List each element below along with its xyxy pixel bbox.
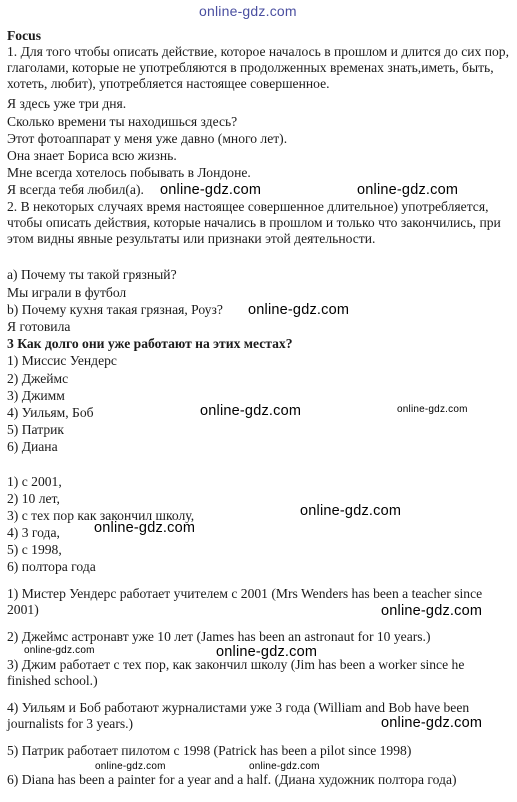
duration-list-item: 1) с 2001, — [7, 474, 62, 489]
duration-list-item: 2) 10 лет, — [7, 491, 60, 506]
name-list-item: 5) Патрик — [7, 422, 65, 437]
example-line: Она знает Бориса всю жизнь. — [7, 148, 177, 163]
name-list-item: 3) Джимм — [7, 388, 65, 403]
answer-item: 2) Джеймс астронавт уже 10 лет (James has been an astronaut for 10 years.) — [7, 629, 431, 644]
watermark: online-gdz.com — [94, 520, 196, 536]
watermark: online-gdz.com — [160, 182, 262, 198]
top-watermark: online-gdz.com — [199, 3, 297, 19]
watermark: online-gdz.com — [381, 715, 483, 731]
example-line: Я всегда тебя любил(а). — [7, 182, 144, 197]
duration-list-item: 3) с тех пор как закончил школу, — [7, 508, 195, 523]
answer-item: 6) Diana has been a painter for a year and a half. (Диана художник полтора года) — [7, 772, 457, 787]
watermark: online-gdz.com — [300, 503, 402, 519]
watermark: online-gdz.com — [357, 182, 459, 198]
example-line: b) Почему кухня такая грязная, Роуз? — [7, 302, 223, 317]
name-list-item: 6) Диана — [7, 439, 58, 454]
rule-paragraph-2: 2. В некоторых случаях время настоящее совершенное длительное) употребляется, чтобы описать действия, которые начались в прошлом и только что закончились, при этом видны явные результаты или признаки этой деятельности. — [7, 199, 501, 246]
example-line: Сколько времени ты находишься здесь? — [7, 114, 238, 129]
watermark: online-gdz.com — [381, 603, 483, 619]
answer-item: 1) Мистер Уендерс работает учителем с 2001 (Mrs Wenders has been a teacher since 2001) — [7, 586, 483, 617]
example-line: Я здесь уже три дня. — [7, 96, 127, 111]
rule-paragraph-1: 1. Для того чтобы описать действие, которое началось в прошлом и длится до сих пор, глаголами, которые не употребляются в продолженных временах знать,иметь, быть, хотеть, любит), употребляется настоящее совершенное. — [7, 44, 510, 91]
watermark: online-gdz.com — [249, 761, 320, 772]
name-list-item: 1) Миссис Уендерс — [7, 353, 117, 368]
answer-item: 3) Джим работает с тех пор, как закончил школу (Jim has been a worker since he finished school.) — [7, 657, 465, 688]
duration-list-item: 5) с 1998, — [7, 542, 62, 557]
example-line: Этот фотоаппарат у меня уже давно (много лет). — [7, 131, 288, 146]
name-list-item: 2) Джеймс — [7, 371, 69, 386]
duration-list-item: 4) 3 года, — [7, 525, 60, 540]
watermark: online-gdz.com — [397, 404, 468, 415]
watermark: online-gdz.com — [24, 645, 95, 656]
page-heading: Focus — [7, 28, 41, 43]
answer-item: 4) Уильям и Боб работают журналистами уже 3 года (William and Bob have been journalists for 3 years.) — [7, 700, 470, 731]
watermark: online-gdz.com — [95, 761, 166, 772]
example-line: Мы играли в футбол — [7, 285, 127, 300]
task-3-title: 3 Как долго они уже работают на этих местах? — [7, 336, 293, 351]
answer-item: 5) Патрик работает пилотом с 1998 (Patrick has been a pilot since 1998) — [7, 743, 412, 758]
example-line: Мне всегда хотелось побывать в Лондоне. — [7, 165, 251, 180]
example-line: a) Почему ты такой грязный? — [7, 267, 177, 282]
watermark: online-gdz.com — [200, 403, 302, 419]
name-list-item: 4) Уильям, Боб — [7, 405, 94, 420]
duration-list-item: 6) полтора года — [7, 559, 96, 574]
watermark: online-gdz.com — [248, 302, 350, 318]
example-line: Я готовила — [7, 319, 71, 334]
watermark: online-gdz.com — [216, 644, 318, 660]
